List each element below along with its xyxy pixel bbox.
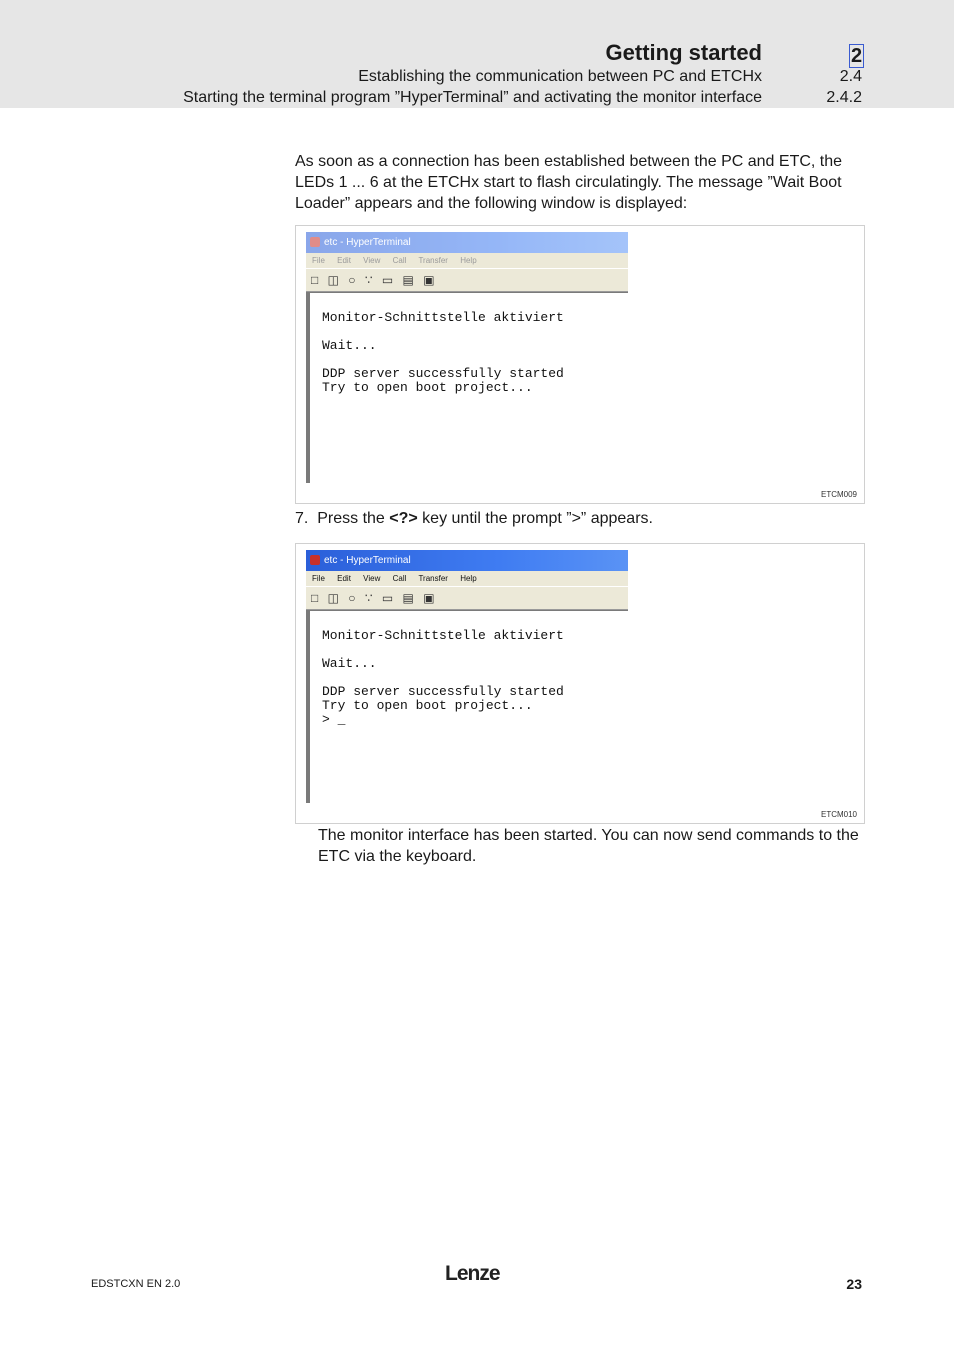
menu-call[interactable]: Call <box>392 574 407 583</box>
window-titlebar <box>306 232 628 253</box>
menu-view[interactable]: View <box>363 256 381 265</box>
terminal-line: Try to open boot project... <box>322 380 533 395</box>
terminal-line: Monitor-Schnittstelle aktiviert <box>322 310 564 325</box>
page-title: Getting started <box>605 40 762 65</box>
terminal-area[interactable] <box>306 610 628 803</box>
window-title: etc - HyperTerminal <box>324 237 411 248</box>
disconnect-icon[interactable]: ○ <box>348 591 356 605</box>
new-icon[interactable]: □ <box>311 273 319 287</box>
menu-transfer[interactable]: Transfer <box>418 574 448 583</box>
terminal-output <box>322 311 564 395</box>
hyperterminal-window <box>306 550 628 803</box>
window-titlebar <box>306 550 628 571</box>
result-paragraph: The monitor interface has been started. You can now send commands to the ETC via the keyboard. <box>318 827 859 865</box>
toolbar <box>306 268 628 292</box>
step-text: Press the <box>317 510 390 527</box>
document-id: EDSTCXN EN 2.0 <box>91 1278 181 1290</box>
header-band <box>0 0 954 108</box>
menu-bar <box>306 571 628 586</box>
properties-icon[interactable]: ∵ <box>364 591 373 605</box>
step-key: <?> <box>389 510 418 527</box>
terminal-line: Monitor-Schnittstelle aktiviert <box>322 628 564 643</box>
properties-icon[interactable]: ∵ <box>364 273 373 287</box>
terminal-area[interactable] <box>306 292 628 483</box>
menu-view[interactable]: View <box>363 574 381 583</box>
terminal-line: Wait... <box>322 338 377 353</box>
figure-hyperterminal-1 <box>295 225 865 504</box>
send-icon[interactable]: ▭ <box>381 273 394 287</box>
send-icon[interactable]: ▭ <box>381 591 394 605</box>
subsection-number: 2.4.2 <box>826 89 862 106</box>
menu-edit[interactable]: Edit <box>337 574 351 583</box>
section-title: Establishing the communication between PC and ETCHx <box>358 68 762 85</box>
menu-transfer[interactable]: Transfer <box>418 256 448 265</box>
hyperterminal-icon <box>310 237 320 247</box>
step-7 <box>295 510 653 528</box>
menu-bar <box>306 253 628 268</box>
menu-file[interactable]: File <box>312 256 325 265</box>
step-number: 7. <box>295 510 309 527</box>
hyperterminal-window <box>306 232 628 483</box>
toolbar <box>306 586 628 610</box>
subsection-title: Starting the terminal program ”HyperTerminal” and activating the monitor interface <box>183 89 762 106</box>
receive-icon[interactable]: ▤ <box>402 273 414 287</box>
menu-file[interactable]: File <box>312 574 325 583</box>
figure-code: ETCM009 <box>820 490 857 499</box>
step-text-end: key until the prompt ”>” appears. <box>417 510 653 527</box>
window-title: etc - HyperTerminal <box>324 555 411 566</box>
figure-code: ETCM010 <box>820 810 857 819</box>
menu-call[interactable]: Call <box>392 256 407 265</box>
terminal-output <box>322 629 564 727</box>
settings-icon[interactable]: ▣ <box>423 273 435 287</box>
open-icon[interactable]: ◫ <box>327 273 339 287</box>
menu-help[interactable]: Help <box>460 574 477 583</box>
receive-icon[interactable]: ▤ <box>402 591 414 605</box>
terminal-line: DDP server successfully started <box>322 366 564 381</box>
terminal-line: Try to open boot project... <box>322 698 533 713</box>
lenze-logo: Lenze <box>445 1262 500 1285</box>
terminal-prompt: > _ <box>322 712 346 727</box>
disconnect-icon[interactable]: ○ <box>348 273 356 287</box>
menu-help[interactable]: Help <box>460 256 477 265</box>
page-number: 23 <box>846 1276 862 1292</box>
settings-icon[interactable]: ▣ <box>423 591 435 605</box>
intro-paragraph: As soon as a connection has been established between the PC and ETC, the LEDs 1 ... 6 at the ETCHx start to flash circulatingly. The message ”Wait Boot Loader” appears and the following window is displayed: <box>295 153 843 212</box>
hyperterminal-icon <box>310 555 320 565</box>
new-icon[interactable]: □ <box>311 591 319 605</box>
section-number: 2.4 <box>839 68 862 85</box>
figure-hyperterminal-2 <box>295 543 865 824</box>
menu-edit[interactable]: Edit <box>337 256 351 265</box>
open-icon[interactable]: ◫ <box>327 591 339 605</box>
terminal-line: Wait... <box>322 656 377 671</box>
chapter-number: 2 <box>850 45 863 67</box>
terminal-line: DDP server successfully started <box>322 684 564 699</box>
